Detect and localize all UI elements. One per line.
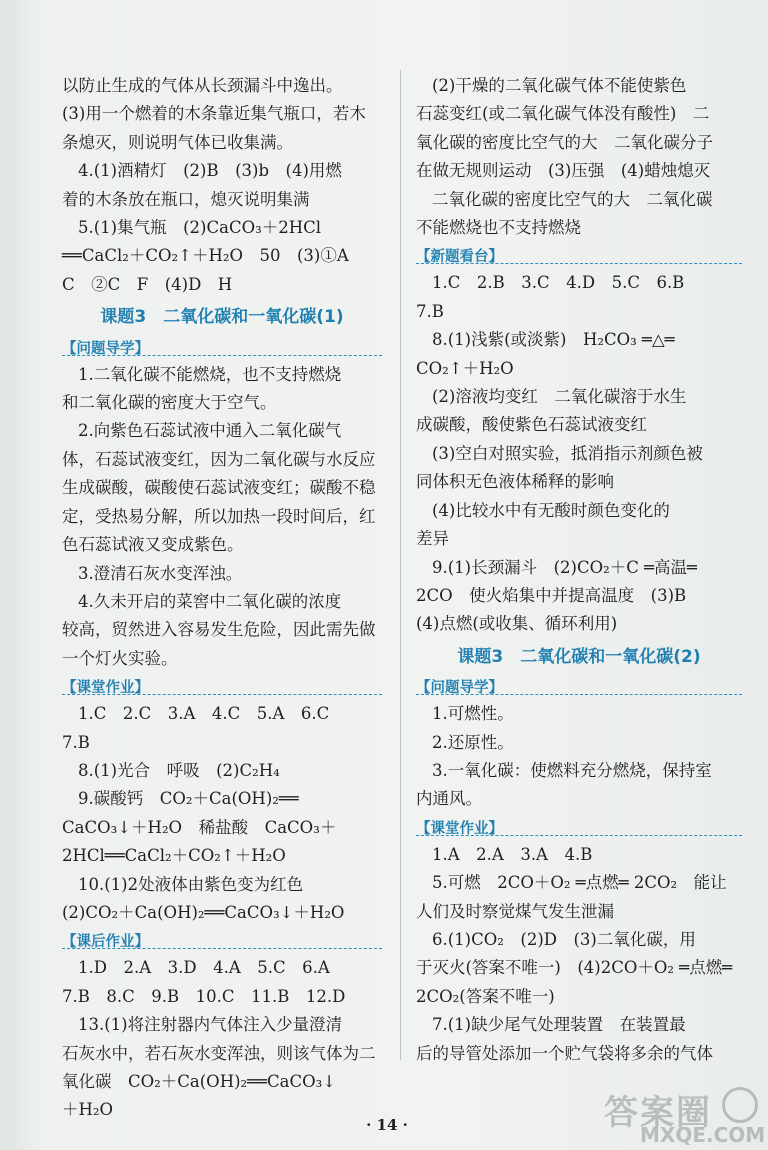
- section-tag: [62, 927, 382, 954]
- text-line: 13.(1)将注射器内气体注入少量澄清: [78, 1015, 343, 1035]
- right-column: [416, 72, 742, 1068]
- text-line: 1.A 2.A 3.A 4.B: [432, 844, 593, 864]
- section-title: 课题3 二氧化碳和一氧化碳(1): [100, 307, 344, 328]
- text-line: 9.(1)长颈漏斗 (2)CO₂＋C ═高温═: [432, 557, 697, 577]
- text-line: 2.向紫色石蕊试液中通入二氧化碳气: [78, 421, 342, 441]
- text-line: 3.澄清石灰水变浑浊。: [78, 563, 243, 583]
- text-line: 9.碳酸钙 CO₂＋Ca(OH)₂══: [78, 789, 299, 809]
- text-line: ＋H₂O: [62, 1100, 114, 1120]
- text-line: 5.可燃 2CO＋O₂ ═点燃═ 2CO₂ 能让: [432, 873, 727, 893]
- text-line: 于灭火(答案不唯一) (4)2CO＋O₂ ═点燃═: [416, 958, 733, 978]
- tag-label: 【新题看台】: [416, 249, 503, 266]
- section-tag: [62, 334, 382, 361]
- text-line: 2CO 使火焰集中并提高温度 (3)B: [416, 585, 687, 605]
- text-line: 内通风。: [416, 789, 482, 809]
- text-line: 和二氧化碳的密度大于空气。: [62, 393, 277, 413]
- text-line: (2)干燥的二氧化碳气体不能使紫色: [432, 76, 687, 95]
- section-tag: [62, 673, 382, 700]
- text-line: 较高，贸然进入容易发生危险，因此需先做: [62, 620, 376, 640]
- text-line: ══CaCl₂＋CO₂↑＋H₂O 50 (3)①A: [62, 246, 349, 266]
- watermark-logo: [600, 1085, 766, 1147]
- text-line: CaCO₃↓＋H₂O 稀盐酸 CaCO₃＋: [62, 817, 337, 837]
- text-line: (3)空白对照实验，抵消指示剂颜色被: [432, 443, 703, 463]
- section-tag: [416, 814, 742, 841]
- text-line: (2)CO₂＋Ca(OH)₂══CaCO₃↓＋H₂O: [62, 902, 345, 922]
- text-line: 成碳酸，酸使紫色石蕊试液变红: [416, 415, 647, 435]
- text-line: 3.一氧化碳：使燃料充分燃烧，保持室: [432, 760, 712, 780]
- text-line: (4)点燃(或收集、循环利用): [416, 614, 618, 634]
- column-divider: [400, 70, 401, 1060]
- text-line: 在做无规则运动 (3)压强 (4)蜡烛熄灭: [416, 161, 711, 181]
- text-line: (2)溶液均变红 二氧化碳溶于水生: [432, 387, 687, 407]
- text-line: 生成碳酸，碳酸使石蕊试液变红；碳酸不稳: [62, 478, 376, 498]
- text-line: 差异: [416, 529, 449, 549]
- text-line: 氧化碳 CO₂＋Ca(OH)₂══CaCO₃↓: [62, 1072, 337, 1091]
- text-line: 同体积无色液体稀释的影响: [416, 472, 614, 492]
- text-line: 二氧化碳的密度比空气的大 二氧化碳: [432, 189, 713, 209]
- watermark-circle-icon: [722, 1087, 758, 1123]
- text-line: 1.D 2.A 3.D 4.A 5.C 6.A: [78, 958, 330, 978]
- section-tag: [416, 242, 742, 269]
- text-line: 石蕊变红(或二氧化碳气体没有酸性) 二: [416, 104, 710, 124]
- text-line: C ②C F (4)D H: [62, 274, 233, 294]
- text-line: 2.还原性。: [432, 732, 514, 752]
- text-line: 10.(1)2处液体由紫色变为红色: [78, 874, 304, 894]
- section-title: 课题3 二氧化碳和一氧化碳(2): [457, 646, 701, 667]
- text-line: 1.可燃性。: [432, 704, 514, 724]
- text-line: 不能燃烧也不支持燃烧: [416, 218, 581, 238]
- text-line: 条熄灭，则说明气体已收集满。: [62, 132, 293, 152]
- tag-label: 【课后作业】: [62, 934, 149, 951]
- text-line: 6.(1)CO₂ (2)D (3)二氧化碳，用: [432, 929, 696, 949]
- text-line: 后的导管处添加一个贮气袋将多余的气体: [416, 1043, 713, 1063]
- text-line: 1.C 2.B 3.C 4.D 5.C 6.B: [432, 273, 685, 293]
- text-line: (4)比较水中有无酸时颜色变化的: [432, 500, 670, 520]
- tag-label: 【课堂作业】: [62, 680, 149, 697]
- text-line: 7.B: [416, 301, 444, 321]
- text-line: 8.(1)浅紫(或淡紫) H₂CO₃ ═△═: [432, 330, 675, 350]
- text-line: 7.(1)缺少尾气处理装置 在装置最: [432, 1015, 686, 1035]
- text-line: 2CO₂(答案不唯一): [416, 986, 555, 1006]
- text-line: 1.二氧化碳不能燃烧，也不支持燃烧: [78, 364, 342, 384]
- section-tag: [416, 673, 742, 700]
- text-line: 一个灯火实验。: [62, 648, 178, 668]
- text-line: 人们及时察觉煤气发生泄漏: [416, 901, 614, 921]
- text-line: 5.(1)集气瓶 (2)CaCO₃＋2HCl: [78, 218, 322, 238]
- watermark-text: 答案圈: [604, 1093, 712, 1133]
- tag-label: 【课堂作业】: [416, 820, 503, 837]
- text-line: 色石蕊试液又变成紫色。: [62, 535, 244, 555]
- page-number: · 14 ·: [366, 1116, 408, 1134]
- text-line: CO₂↑＋H₂O: [416, 358, 514, 378]
- text-line: 1.C 2.C 3.A 4.C 5.A 6.C: [78, 704, 330, 724]
- text-line: 体，石蕊试液变红，因为二氧化碳与水反应: [62, 449, 376, 469]
- text-line: 石灰水中，若石灰水变浑浊，则该气体为二: [62, 1043, 376, 1063]
- text-line: 4.(1)酒精灯 (2)B (3)b (4)用燃: [78, 161, 342, 181]
- tag-label: 【问题导学】: [416, 680, 503, 697]
- text-line: 2HCl══CaCl₂＋CO₂↑＋H₂O: [62, 846, 286, 866]
- text-line: 8.(1)光合 呼吸 (2)C₂H₄: [78, 760, 280, 780]
- text-line: 氧化碳的密度比空气的大 二氧化碳分子: [416, 132, 713, 152]
- text-line: 定，受热易分解，所以加热一段时间后，红: [62, 506, 376, 526]
- text-line: (3)用一个燃着的木条靠近集气瓶口，若木: [62, 104, 366, 124]
- text-line: 着的木条放在瓶口，熄灭说明集满: [62, 189, 310, 209]
- text-line: 7.B 8.C 9.B 10.C 11.B 12.D: [62, 986, 346, 1006]
- tag-label: 【问题导学】: [62, 340, 149, 357]
- text-line: 7.B: [62, 732, 90, 752]
- text-line: 4.久未开启的菜窖中二氧化碳的浓度: [78, 591, 342, 611]
- left-column: [62, 72, 382, 1125]
- text-line: 以防止生成的气体从长颈漏斗中逸出。: [62, 76, 343, 95]
- watermark-url: MXQE.COM: [640, 1123, 766, 1147]
